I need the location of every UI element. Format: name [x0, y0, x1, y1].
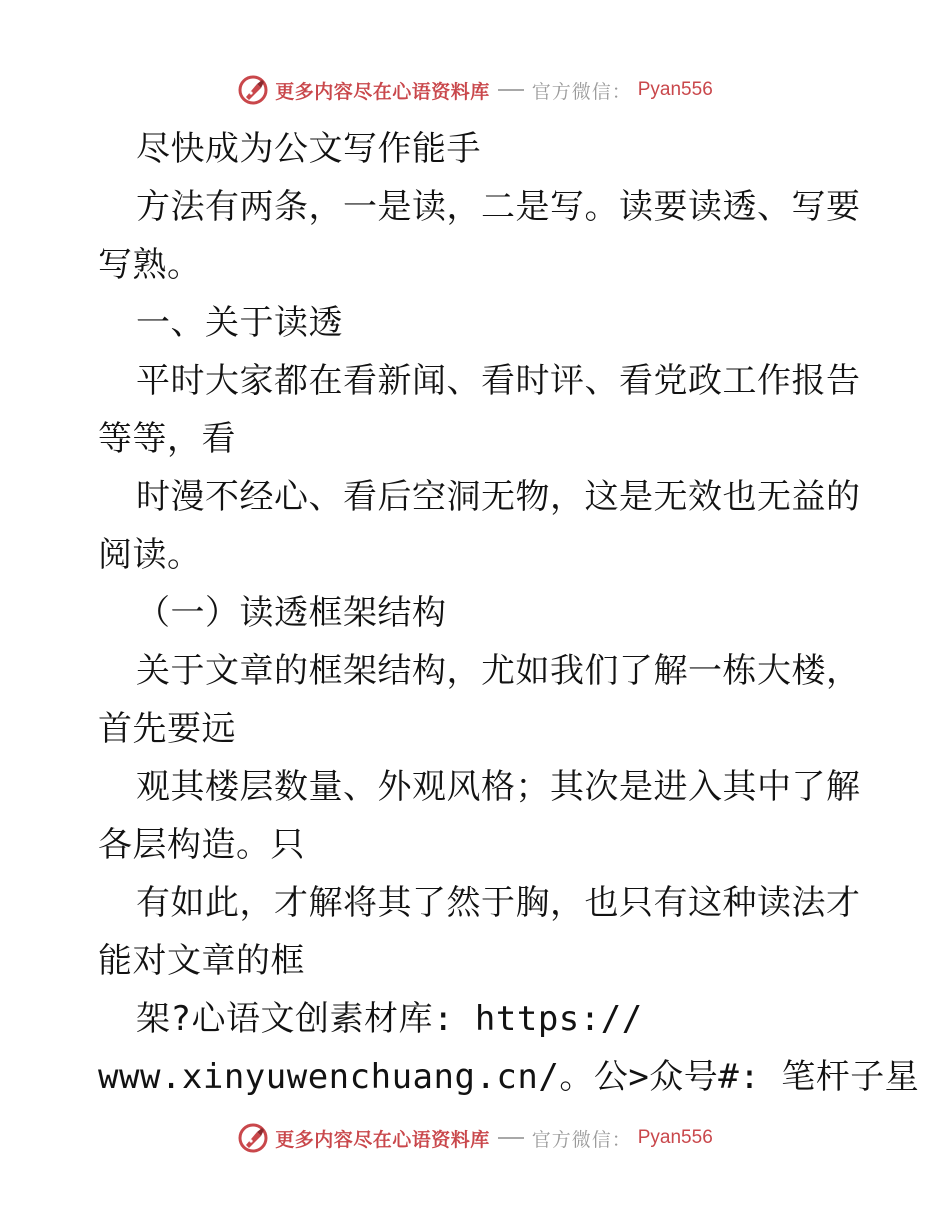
- header-banner: [0, 70, 950, 110]
- pen-nib-logo-icon: [237, 1122, 269, 1154]
- paragraph-line: 架?心语文创素材库: https://: [136, 999, 643, 1039]
- subsection-heading: （一）读透框架结构: [136, 593, 447, 633]
- paragraph-line: 写熟。: [98, 245, 202, 285]
- banner-main-text: 更多内容尽在心语资料库: [275, 80, 490, 103]
- banner-dash: [498, 1137, 524, 1139]
- paragraph-line: 能对文章的框: [98, 941, 305, 981]
- paragraph-line: 各层构造。只: [98, 825, 305, 865]
- banner-sub-text: 官方微信：: [531, 1128, 632, 1151]
- paragraph-line: 平时大家都在看新闻、看时评、看党政工作报告: [136, 361, 861, 401]
- paragraph-line: 有如此，才解将其了然于胸，也只有这种读法才: [136, 883, 861, 923]
- paragraph-line: 首先要远: [98, 709, 236, 749]
- paragraph-line: 阅读。: [98, 535, 202, 575]
- paragraph-line: 方法有两条，一是读，二是写。读要读透、写要: [136, 187, 861, 227]
- pen-nib-logo-icon: [237, 74, 269, 106]
- doc-title: 尽快成为公文写作能手: [136, 129, 481, 169]
- paragraph-line: www.xinyuwenchuang.cn/。公>众号#: 笔杆子星: [98, 1057, 920, 1097]
- footer-banner: [0, 1118, 950, 1158]
- banner-dash: [498, 89, 524, 91]
- paragraph-line: 时漫不经心、看后空洞无物，这是无效也无益的: [136, 477, 861, 517]
- banner-main-text: 更多内容尽在心语资料库: [275, 1128, 490, 1151]
- paragraph-line: 关于文章的框架结构，尤如我们了解一栋大楼，: [136, 651, 861, 691]
- banner-wechat-id: Pyan556: [637, 79, 713, 100]
- paragraph-line: 等等，看: [98, 419, 236, 459]
- banner-sub-text: 官方微信：: [531, 80, 632, 103]
- section-heading: 一、关于读透: [136, 303, 343, 343]
- paragraph-line: 观其楼层数量、外观风格；其次是进入其中了解: [136, 767, 861, 807]
- banner-wechat-id: Pyan556: [637, 1127, 713, 1148]
- document-body: [98, 120, 920, 1106]
